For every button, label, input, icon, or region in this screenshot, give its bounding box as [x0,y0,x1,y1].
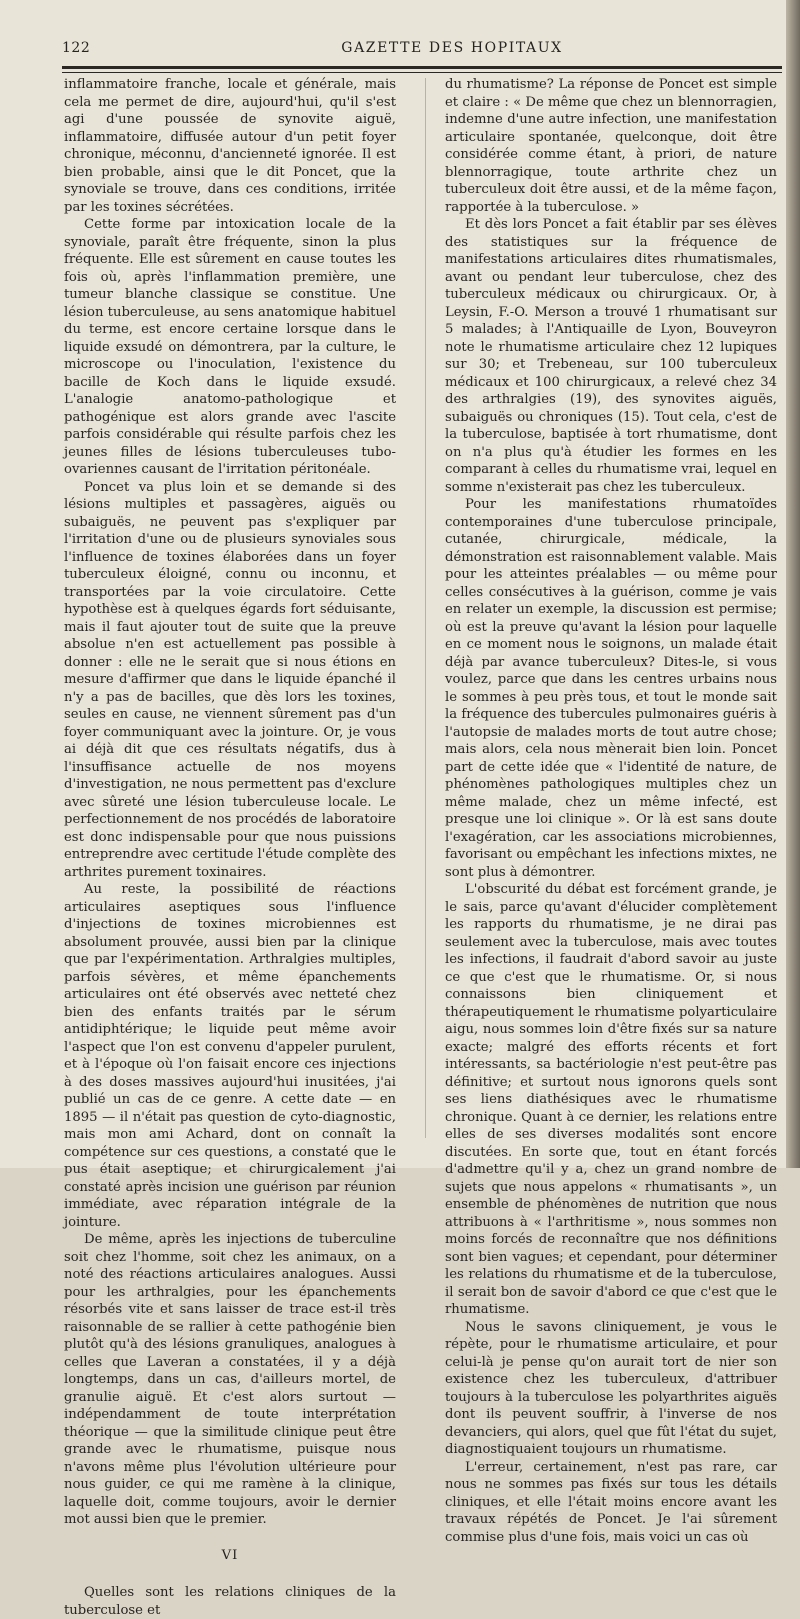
page-header [62,40,782,64]
column-divider [425,78,426,1138]
paragraph: De même, après les injections de tuberculine soit chez l'homme, soit chez les animaux, on a noté des réactions articulaires analogues. Aussi pour les arthralgies, pour les épanchements résorbés vite et sans laisser de trace est-il très raisonnable de se rallier à cette pathogénie bien plutôt qu'à des lésions granuliques, analogues à celles que Laveran a constatées, il y a déjà longtemps, dans un cas, d'ailleurs mortel, de granulie aiguë. Et c'est alors surtout — indépendamment de toute interprétation théorique — que la similitude clinique peut être grande avec le rhumatisme, puisque nous n'avons même plus l'évolution ultérieure pour nous guider, ce qui me ramène à la clinique, laquelle doit, comme toujours, avoir le dernier mot aussi bien que le premier. [64,1232,396,1527]
paragraph: Et dès lors Poncet a fait établir par ses élèves des statistiques sur la fréquence de manifestations articulaires dites rhumatismales, avant ou pendant leur tuberculose, chez des tuberculeux médicaux ou chirurgicaux. Or, à Leysin, F.-O. Merson a trouvé 1 rhumatisant sur 5 malades; à l'Antiquaille de Lyon, Bouveyron note le rhumatisme articulaire chez 12 lupiques sur 30; et Trebeneau, sur 100 tuberculeux médicaux et 100 chirurgicaux, a relevé chez 34 des arthralgies (19), des synovites aiguës, subaiguës ou chroniques (15). Tout cela, c'est de la tuberculose, baptisée à tort rhumatisme, dont on n'a plus qu'à étudier les formes en les comparant à celles du rhumatisme vrai, lequel en somme n'existerait pas chez les tuberculeux. [445,217,777,495]
paragraph: du rhumatisme? La réponse de Poncet est simple et claire : « De même que chez un blennorragien, indemne d'une autre infection, une manifestation articulaire spontanée, quelconque, doit être considérée comme étant, à priori, de nature blennorragique, toute arthrite chez un tuberculeux doit être aussi, et de la même façon, rapportée à la tuberculose. » [445,77,777,215]
right-column [445,76,777,1545]
paragraph: L'obscurité du débat est forcément grande, je le sais, parce qu'avant d'élucider complètement les rapports du rhumatisme, je ne dirai pas seulement avec la tuberculose, mais avec toutes les infections, il faudrait d'abord savoir au juste ce que c'est que le rhumatisme. Or, si nous connaissons bien cliniquement et thérapeutiquement le rhumatisme polyarticulaire aigu, nous sommes loin d'être fixés sur sa nature exacte; malgré des efforts récents et fort intéressants, sa bactériologie n'est peut-être pas définitive; et surtout nous ignorons quels sont ses liens diathésiques avec le rhumatisme chronique. Quant à ce dernier, les relations entre elles de ses diverses modalités sont encore discutées. En sorte que, tout en étant forcés d'admettre qu'il y a, chez un grand nombre de sujets que nous appelons « rhumatisants », un ensemble de phénomènes de nutrition que nous attribuons à « l'arthritisme », nous sommes non moins forcés de reconnaître que nos définitions sont bien vagues; et cependant, pour déterminer les relations du rhumatisme et de la tuberculose, il serait bon de savoir d'abord ce que c'est que le rhumatisme. [445,882,777,1317]
header-rule-thick [62,66,782,69]
paragraph: Cette forme par intoxication locale de la synoviale, paraît être fréquente, sinon la plus fréquente. Elle est sûrement en cause toutes les fois où, après l'inflammation première, une tumeur blanche classique se constitue. Une lésion tuberculeuse, au sens anatomique habituel du terme, est encore certaine lorsque dans le liquide exsudé on démontrera, par la culture, le microscope ou l'inoculation, l'existence du bacille de Koch dans le liquide exsudé. L'analogie anatomo-pathologique et pathogénique est alors grande avec l'ascite parfois considérable qui résulte parfois chez les jeunes filles de lésions tuberculeuses tubo-ovariennes causant de l'irritation péritonéale. [64,217,396,477]
page-number: 122 [62,40,91,56]
left-column [64,76,396,1618]
paragraph: inflammatoire franche, locale et générale, mais cela me permet de dire, aujourd'hui, qu'il s'est agi d'une poussée de synovite aiguë, inflammatoire, diffusée autour d'un petit foyer chronique, méconnu, d'ancienneté ignorée. Il est bien probable, ainsi que le dit Poncet, que la synoviale se trouve, dans ces conditions, irritée par les toxines sécrétées. [64,77,396,215]
page-edge-shadow [786,0,800,1168]
paragraph: Au reste, la possibilité de réactions articulaires aseptiques sous l'influence d'injections de toxines microbiennes est absolument prouvée, aussi bien par la clinique que par l'expérimentation. Arthralgies multiples, parfois sévères, et même épanchements articulaires ont été observés avec netteté chez bien des enfants traités par le sérum antidiphtérique; le liquide peut même avoir l'aspect que l'on est convenu d'appeler purulent, et à l'époque où l'on faisait encore ces injections à des doses massives aujourd'hui inusitées, j'ai publié un cas de ce genre. A cette date — en 1895 — il n'était pas question de cyto-diagnostic, mais mon ami Achard, dont on connaît la compétence sur ces questions, a constaté que le pus était aseptique; et chirurgicalement j'ai constaté après incision une guérison par réunion immédiate, avec réparation intégrale de la jointure. [64,882,396,1230]
paragraph: L'erreur, certainement, n'est pas rare, car nous ne sommes pas fixés sur tous les détails cliniques, et elle l'était moins encore avant les travaux répétés de Poncet. Je l'ai sûrement commise plus d'une fois, mais voici un cas où [445,1459,777,1545]
header-rule-thin [62,72,782,73]
paragraph: Pour les manifestations rhumatoïdes contemporaines d'une tuberculose principale, cutanée, chirurgicale, médicale, la démonstration est raisonnablement valable. Mais pour les atteintes préalables — ou même pour celles consécutives à la guérison, comme je vais en relater un exemple, la discussion est permise; où est la preuve qu'avant la lésion pour laquelle en ce moment nous le soignons, un malade était déjà par avance tuberculeux? Dites-le, si vous voulez, parce que dans les centres urbains nous le sommes à peu près tous, et tout le monde sait la fréquence des tubercules pulmonaires guéris à l'autopsie de malades morts de tout autre chose; mais alors, cela nous mènerait bien loin. Poncet part de cette idée que « l'identité de nature, de phénomènes pathologiques multiples chez un même malade, chez un même infecté, est presque une loi clinique ». Or là est sans doute l'exagération, car les associations microbiennes, favorisant ou empêchant les infections mixtes, ne sont plus à démontrer. [445,497,777,880]
paragraph: Poncet va plus loin et se demande si des lésions multiples et passagères, aiguës ou subaiguës, ne peuvent pas s'expliquer par l'irritation d'une ou de plusieurs synoviales sous l'influence de toxines élaborées dans un foyer tuberculeux éloigné, connu ou inconnu, et transportées par la voie circulatoire. Cette hypothèse est à quelques égards fort séduisante, mais il faut ajouter tout de suite que la preuve absolue n'en est actuellement pas possible à donner : elle ne le serait que si nous étions en mesure d'affirmer que dans le liquide épanché il n'y a pas de bacilles, que dès lors les toxines, seules en cause, ne viennent sûrement pas d'un foyer communiquant avec la jointure. Or, je vous ai déjà dit que ces résultats négatifs, dus à l'insuffisance actuelle de nos moyens d'investigation, ne nous permettent pas d'exclure avec sûreté une lésion tuberculeuse locale. Le perfectionnement de nos procédés de laboratoire est donc indispensable pour que nous puissions entreprendre avec certitude l'étude complète des arthrites purement toxinaires. [64,479,396,880]
section-number: VI [221,1547,239,1563]
running-title: GAZETTE DES HOPITAUX [341,40,563,56]
paragraph: Nous le savons cliniquement, je vous le répète, pour le rhumatisme articulaire, et pour celui-là je pense qu'on aurait tort de nier son existence chez les tuberculeux, d'attribuer toujours à la tuberculose les polyarthrites aiguës dont ils peuvent souffrir, à l'inverse de nos devanciers, qui alors, quel que fût l'état du sujet, diagnostiquaient toujours un rhumatisme. [445,1319,777,1457]
paragraph: Quelles sont les relations cliniques de la tuberculose et [64,1585,396,1618]
